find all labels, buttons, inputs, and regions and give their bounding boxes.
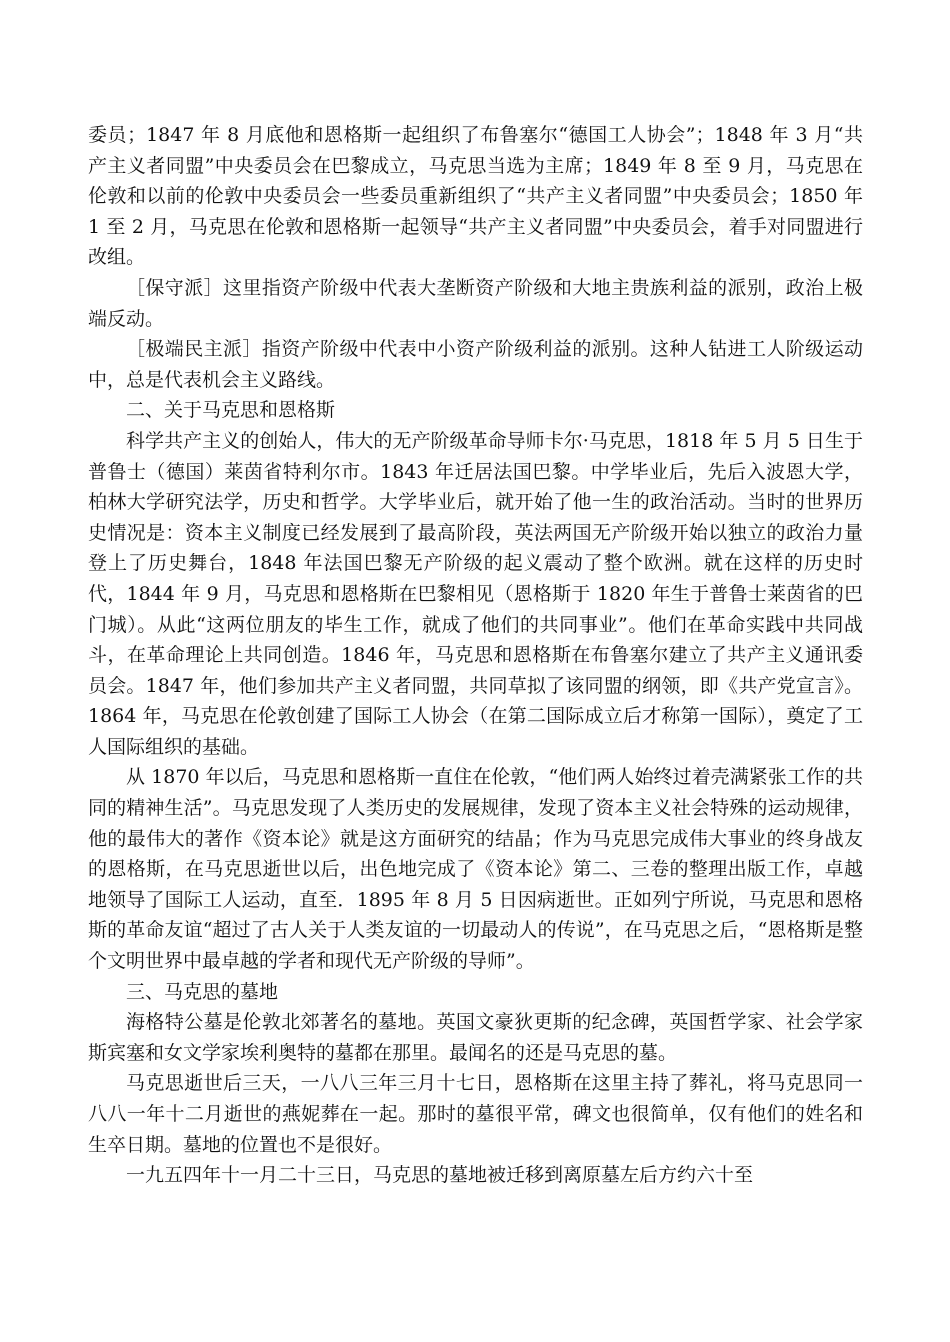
paragraph-marx-biography: 科学共产主义的创始人，伟大的无产阶级革命导师卡尔·马克思，1818 年 5 月 5 日生于普鲁士（德国）莱茵省特利尔市。1843 年迁居法国巴黎。中学毕业后，先后入波恩大学，柏林大学研究法学，历史和哲学。大学毕业后，就开始了他一生的政治活动。当时的世界历史情况是：资本主义制度已经发展到了最高阶段，英法两国无产阶级开始以独立的政治力量登上了历史舞台，1848 年法国巴黎无产阶级的起义震动了整个欧洲。就在这样的历史时代，1844 年 9 月，马克思和恩格斯在巴黎相见（恩格斯于 1820 年生于普鲁士莱茵省的巴门城）。从此“这两位朋友的毕生工作，就成了他们的共同事业”。他们在革命实践中共同战斗，在革命理论上共同创造。1846 年，马克思和恩格斯在布鲁塞尔建立了共产主义通讯委员会。1847 年，他们参加共产主义者同盟，共同草拟了该同盟的纲领，即《共产党宣言》。1864 年，马克思在伦敦创建了国际工人协会（在第二国际成立后才称第一国际），奠定了工人国际组织的基础。 — [88, 429, 863, 758]
paragraph-london-years: 从 1870 年以后，马克思和恩格斯一直住在伦敦，“他们两人始终过着壳满紧张工作的共同的精神生活”。马克思发现了人类历史的发展规律，发现了资本主义社会特殊的运动规律，他的最伟大的著作《资本论》就是这方面研究的结晶；作为马克思完成伟大事业的终身战友的恩格斯，在马克思逝世以后，出色地完成了《资本论》第二、三卷的整理出版工作，卓越地领导了国际工人运动，直至．1895 年 8 月 5 日因病逝世。正如列宁所说，马克思和恩格斯的革命友谊“超过了古人关于人类友谊的一切最动人的传说”，在马克思之后，“恩格斯是整个文明世界中最卓越的学者和现代无产阶级的导师”。 — [88, 766, 863, 973]
document-page — [88, 120, 863, 1191]
paragraph-funeral: 马克思逝世后三天，一八八三年三月十七日，恩格斯在这里主持了葬礼，将马克思同一八八一年十二月逝世的燕妮葬在一起。那时的墓很平常，碑文也很简单，仅有他们的姓名和生卒日期。墓地的位置也不是很好。 — [88, 1072, 863, 1156]
paragraph-grave-relocation: 一九五四年十一月二十三日，马克思的墓地被迁移到离原墓左后方约六十至 — [126, 1164, 754, 1187]
paragraph-radical-democrats-note: ［极端民主派］指资产阶级中代表中小资产阶级利益的派别。这种人钻进工人阶级运动中，总是代表机会主义路线。 — [88, 338, 863, 391]
paragraph-highgate-cemetery: 海格特公墓是伦敦北郊著名的墓地。英国文豪狄更斯的纪念碑，英国哲学家、社会学家斯宾塞和女文学家埃利奥特的墓都在那里。最闻名的还是马克思的墓。 — [88, 1011, 863, 1064]
section-heading-marx-engels: 二、关于马克思和恩格斯 — [126, 399, 336, 422]
paragraph-continuation-committee: 委员；1847 年 8 月底他和恩格斯一起组织了布鲁塞尔“德国工人协会”；1848 年 3 月“共产主义者同盟”中央委员会在巴黎成立，马克思当选为主席；1849 年 8 至 9 月，马克思在伦敦和以前的伦敦中央委员会一些委员重新组织了“共产主义者同盟”中央委员会；1850 年 1 至 2 月，马克思在伦敦和恩格斯一起领导“共产主义者同盟”中央委员会，着手对同盟进行改组。 — [88, 124, 863, 269]
paragraph-conservatives-note: ［保守派］这里指资产阶级中代表大垄断资产阶级和大地主贵族利益的派别，政治上极端反动。 — [88, 276, 863, 330]
section-heading-marx-grave: 三、马克思的墓地 — [126, 980, 279, 1003]
